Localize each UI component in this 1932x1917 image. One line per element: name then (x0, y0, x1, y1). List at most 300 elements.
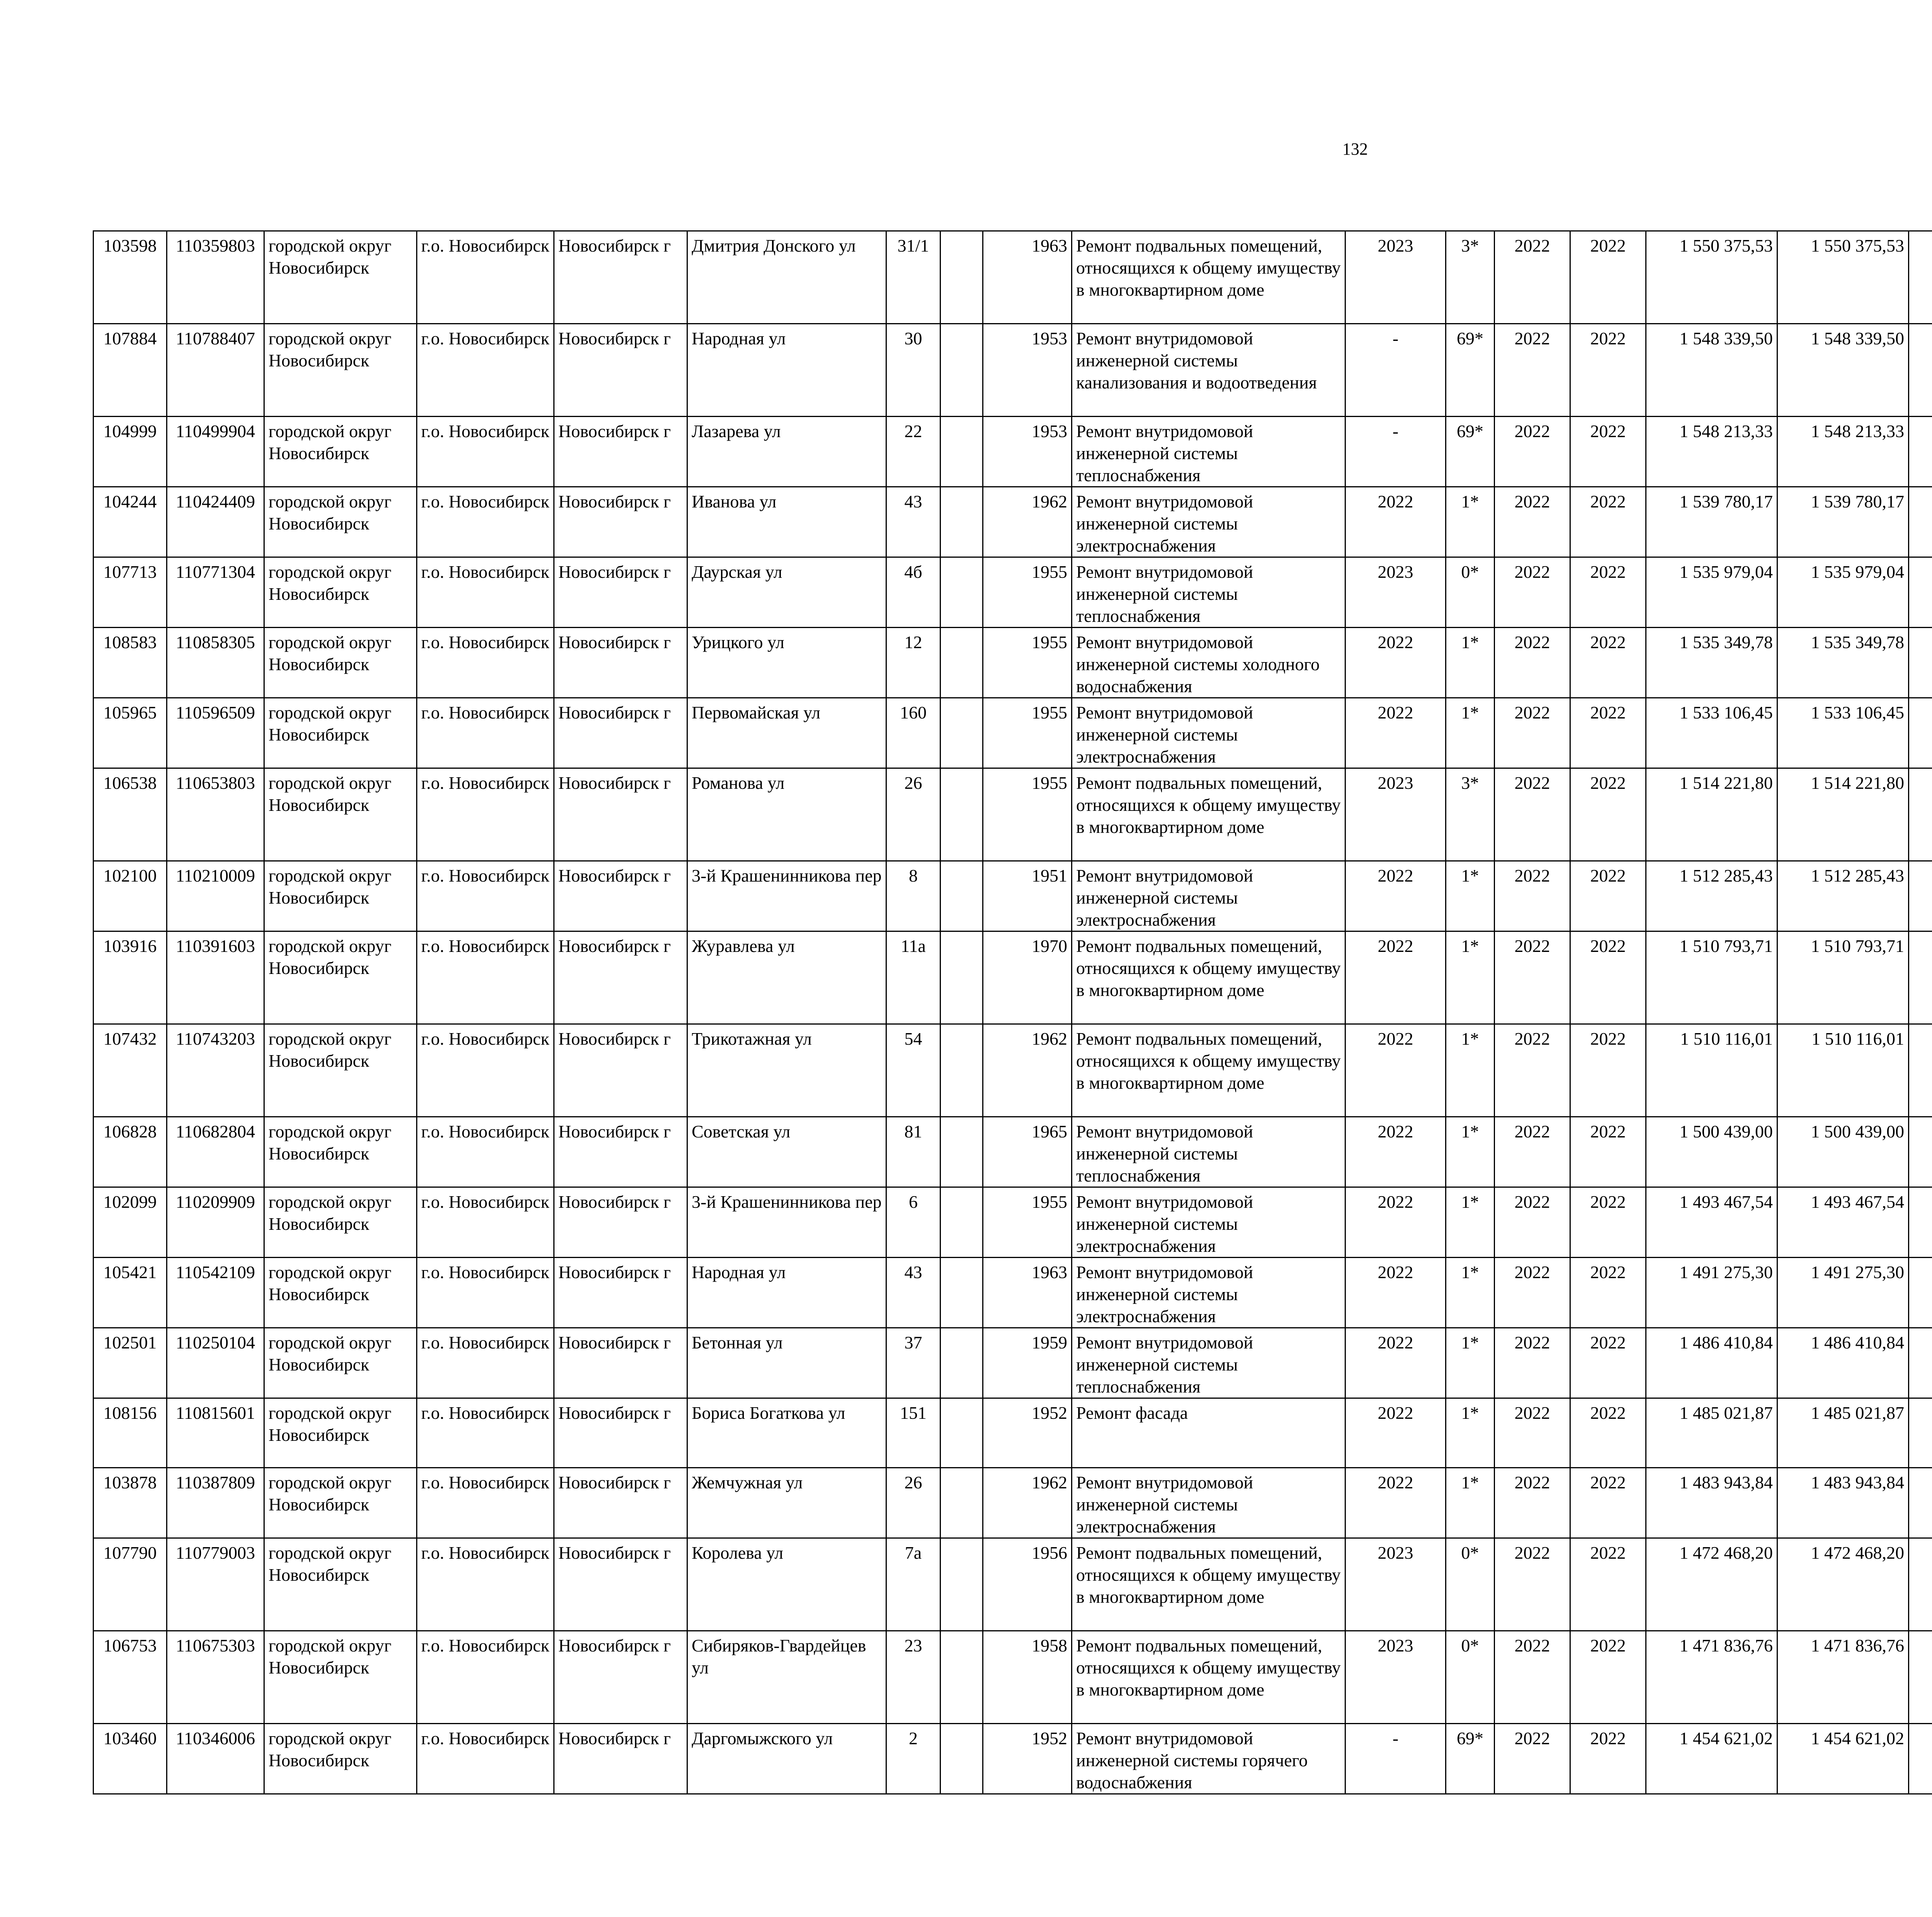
house-number-cell: 22 (886, 417, 940, 487)
municipality-cell: городской округ Новосибирск (264, 557, 417, 628)
settlement-type-cell: г.о. Новосибирск (417, 1024, 554, 1117)
plan-start-cell: 2022 (1495, 1117, 1570, 1187)
prev-year-cell: 2023 (1345, 1631, 1446, 1724)
year-built-cell: 1955 (983, 698, 1072, 768)
building-cell (940, 487, 983, 557)
cost-budget-1-cell (1909, 324, 1932, 417)
cost-total-cell: 1 493 467,54 (1646, 1187, 1777, 1258)
wear-cell: 1* (1446, 698, 1495, 768)
building-cell (940, 1187, 983, 1258)
year-built-cell: 1962 (983, 1024, 1072, 1117)
wear-cell: 1* (1446, 1258, 1495, 1328)
plan-start-cell: 2022 (1495, 1398, 1570, 1468)
cost-total-cell: 1 535 349,78 (1646, 628, 1777, 698)
building-cell (940, 1538, 983, 1631)
cost-budget-1-cell (1909, 1538, 1932, 1631)
table-row (94, 1398, 1932, 1468)
cost-budget-1-cell (1909, 1024, 1932, 1117)
street-cell: Иванова ул (687, 487, 886, 557)
wear-cell: 3* (1446, 231, 1495, 324)
cost-fund-cell: 1 471 836,76 (1777, 1631, 1909, 1724)
house-number-cell: 26 (886, 1468, 940, 1538)
prev-year-cell: 2022 (1345, 487, 1446, 557)
settlement-type-cell: г.о. Новосибирск (417, 487, 554, 557)
work-type-cell: Ремонт внутридомовой инженерной системы теплоснабжения (1072, 557, 1345, 628)
street-cell: 3-й Крашенинникова пер (687, 1187, 886, 1258)
table-row (94, 231, 1932, 324)
plan-end-cell: 2022 (1570, 324, 1646, 417)
house-number-cell: 37 (886, 1328, 940, 1398)
house-number-cell: 151 (886, 1398, 940, 1468)
wear-cell: 1* (1446, 1398, 1495, 1468)
table-row (94, 487, 1932, 557)
house-number-cell: 12 (886, 628, 940, 698)
house-number-cell: 30 (886, 324, 940, 417)
cost-fund-cell: 1 483 943,84 (1777, 1468, 1909, 1538)
plan-end-cell: 2022 (1570, 698, 1646, 768)
street-cell: Романова ул (687, 768, 886, 861)
year-built-cell: 1962 (983, 487, 1072, 557)
row-id-cell: 108156 (94, 1398, 167, 1468)
row-id-cell: 105965 (94, 698, 167, 768)
work-type-cell: Ремонт внутридомовой инженерной системы горячего водоснабжения (1072, 1724, 1345, 1794)
house-number-cell: 26 (886, 768, 940, 861)
street-cell: Даргомыжского ул (687, 1724, 886, 1794)
settlement-type-cell: г.о. Новосибирск (417, 1117, 554, 1187)
cost-budget-1-cell (1909, 1117, 1932, 1187)
cost-fund-cell: 1 539 780,17 (1777, 487, 1909, 557)
municipality-cell: городской округ Новосибирск (264, 768, 417, 861)
wear-cell: 0* (1446, 557, 1495, 628)
table-row (94, 698, 1932, 768)
street-cell: Бетонная ул (687, 1328, 886, 1398)
cost-fund-cell: 1 472 468,20 (1777, 1538, 1909, 1631)
street-cell: Советская ул (687, 1117, 886, 1187)
wear-cell: 1* (1446, 487, 1495, 557)
prev-year-cell: - (1345, 324, 1446, 417)
prev-year-cell: 2022 (1345, 931, 1446, 1024)
settlement-type-cell: г.о. Новосибирск (417, 861, 554, 931)
cost-total-cell: 1 471 836,76 (1646, 1631, 1777, 1724)
table-row (94, 1538, 1932, 1631)
plan-start-cell: 2022 (1495, 324, 1570, 417)
plan-start-cell: 2022 (1495, 1631, 1570, 1724)
municipality-cell: городской округ Новосибирск (264, 698, 417, 768)
table-row (94, 1631, 1932, 1724)
street-cell: Трикотажная ул (687, 1024, 886, 1117)
year-built-cell: 1955 (983, 768, 1072, 861)
house-number-cell: 4б (886, 557, 940, 628)
house-code-cell: 110653803 (167, 768, 264, 861)
city-cell: Новосибирск г (554, 861, 687, 931)
cost-budget-1-cell (1909, 417, 1932, 487)
city-cell: Новосибирск г (554, 931, 687, 1024)
cost-budget-1-cell (1909, 1631, 1932, 1724)
city-cell: Новосибирск г (554, 1398, 687, 1468)
municipality-cell: городской округ Новосибирск (264, 1468, 417, 1538)
table-row (94, 557, 1932, 628)
wear-cell: 3* (1446, 768, 1495, 861)
work-type-cell: Ремонт фасада (1072, 1398, 1345, 1468)
house-number-cell: 7а (886, 1538, 940, 1631)
cost-budget-1-cell (1909, 628, 1932, 698)
plan-start-cell: 2022 (1495, 1024, 1570, 1117)
year-built-cell: 1955 (983, 557, 1072, 628)
prev-year-cell: 2022 (1345, 1187, 1446, 1258)
row-id-cell: 103598 (94, 231, 167, 324)
work-type-cell: Ремонт внутридомовой инженерной системы электроснабжения (1072, 1187, 1345, 1258)
city-cell: Новосибирск г (554, 417, 687, 487)
house-code-cell: 110250104 (167, 1328, 264, 1398)
house-code-cell: 110210009 (167, 861, 264, 931)
table-row (94, 417, 1932, 487)
municipality-cell: городской округ Новосибирск (264, 1631, 417, 1724)
municipality-cell: городской округ Новосибирск (264, 417, 417, 487)
plan-end-cell: 2022 (1570, 1328, 1646, 1398)
settlement-type-cell: г.о. Новосибирск (417, 698, 554, 768)
city-cell: Новосибирск г (554, 1468, 687, 1538)
row-id-cell: 102100 (94, 861, 167, 931)
plan-start-cell: 2022 (1495, 1538, 1570, 1631)
city-cell: Новосибирск г (554, 1187, 687, 1258)
page-number: 132 (1342, 140, 1368, 158)
building-cell (940, 231, 983, 324)
cost-fund-cell: 1 533 106,45 (1777, 698, 1909, 768)
year-built-cell: 1952 (983, 1398, 1072, 1468)
plan-start-cell: 2022 (1495, 768, 1570, 861)
city-cell: Новосибирск г (554, 1724, 687, 1794)
building-cell (940, 698, 983, 768)
cost-total-cell: 1 472 468,20 (1646, 1538, 1777, 1631)
row-id-cell: 107884 (94, 324, 167, 417)
settlement-type-cell: г.о. Новосибирск (417, 931, 554, 1024)
cost-total-cell: 1 548 339,50 (1646, 324, 1777, 417)
city-cell: Новосибирск г (554, 1328, 687, 1398)
building-cell (940, 324, 983, 417)
street-cell: Даурская ул (687, 557, 886, 628)
year-built-cell: 1965 (983, 1117, 1072, 1187)
cost-fund-cell: 1 548 213,33 (1777, 417, 1909, 487)
municipality-cell: городской округ Новосибирск (264, 487, 417, 557)
row-id-cell: 103878 (94, 1468, 167, 1538)
work-type-cell: Ремонт внутридомовой инженерной системы теплоснабжения (1072, 1328, 1345, 1398)
cost-fund-cell: 1 493 467,54 (1777, 1187, 1909, 1258)
prev-year-cell: 2023 (1345, 231, 1446, 324)
prev-year-cell: 2022 (1345, 1468, 1446, 1538)
municipality-cell: городской округ Новосибирск (264, 1724, 417, 1794)
house-code-cell: 110209909 (167, 1187, 264, 1258)
table-row (94, 931, 1932, 1024)
cost-budget-1-cell (1909, 1328, 1932, 1398)
cost-budget-1-cell (1909, 768, 1932, 861)
wear-cell: 0* (1446, 1538, 1495, 1631)
work-type-cell: Ремонт подвальных помещений, относящихся к общему имуществу в многоквартирном доме (1072, 768, 1345, 861)
settlement-type-cell: г.о. Новосибирск (417, 1631, 554, 1724)
plan-start-cell: 2022 (1495, 931, 1570, 1024)
settlement-type-cell: г.о. Новосибирск (417, 231, 554, 324)
table-row (94, 768, 1932, 861)
cost-fund-cell: 1 548 339,50 (1777, 324, 1909, 417)
house-number-cell: 6 (886, 1187, 940, 1258)
plan-start-cell: 2022 (1495, 861, 1570, 931)
city-cell: Новосибирск г (554, 1258, 687, 1328)
row-id-cell: 102501 (94, 1328, 167, 1398)
building-cell (940, 417, 983, 487)
settlement-type-cell: г.о. Новосибирск (417, 1468, 554, 1538)
cost-budget-1-cell (1909, 231, 1932, 324)
table-row (94, 1187, 1932, 1258)
settlement-type-cell: г.о. Новосибирск (417, 628, 554, 698)
prev-year-cell: 2022 (1345, 861, 1446, 931)
prev-year-cell: 2022 (1345, 1024, 1446, 1117)
plan-end-cell: 2022 (1570, 487, 1646, 557)
cost-total-cell: 1 500 439,00 (1646, 1117, 1777, 1187)
cost-budget-1-cell (1909, 1187, 1932, 1258)
wear-cell: 1* (1446, 628, 1495, 698)
prev-year-cell: 2022 (1345, 1258, 1446, 1328)
settlement-type-cell: г.о. Новосибирск (417, 1258, 554, 1328)
work-type-cell: Ремонт подвальных помещений, относящихся к общему имуществу в многоквартирном доме (1072, 1024, 1345, 1117)
cost-total-cell: 1 491 275,30 (1646, 1258, 1777, 1328)
year-built-cell: 1955 (983, 628, 1072, 698)
municipality-cell: городской округ Новосибирск (264, 861, 417, 931)
plan-end-cell: 2022 (1570, 1538, 1646, 1631)
city-cell: Новосибирск г (554, 698, 687, 768)
cost-fund-cell: 1 535 979,04 (1777, 557, 1909, 628)
house-code-cell: 110542109 (167, 1258, 264, 1328)
prev-year-cell: - (1345, 417, 1446, 487)
wear-cell: 69* (1446, 1724, 1495, 1794)
house-number-cell: 43 (886, 1258, 940, 1328)
city-cell: Новосибирск г (554, 557, 687, 628)
plan-end-cell: 2022 (1570, 628, 1646, 698)
cost-fund-cell: 1 510 116,01 (1777, 1024, 1909, 1117)
wear-cell: 0* (1446, 1631, 1495, 1724)
municipality-cell: городской округ Новосибирск (264, 1258, 417, 1328)
plan-end-cell: 2022 (1570, 1258, 1646, 1328)
city-cell: Новосибирск г (554, 1538, 687, 1631)
municipality-cell: городской округ Новосибирск (264, 1538, 417, 1631)
building-cell (940, 931, 983, 1024)
house-code-cell: 110815601 (167, 1398, 264, 1468)
table-row (94, 1024, 1932, 1117)
plan-start-cell: 2022 (1495, 1328, 1570, 1398)
settlement-type-cell: г.о. Новосибирск (417, 557, 554, 628)
street-cell: Урицкого ул (687, 628, 886, 698)
work-type-cell: Ремонт внутридомовой инженерной системы теплоснабжения (1072, 1117, 1345, 1187)
cost-total-cell: 1 510 116,01 (1646, 1024, 1777, 1117)
street-cell: Народная ул (687, 1258, 886, 1328)
street-cell: 3-й Крашенинникова пер (687, 861, 886, 931)
plan-start-cell: 2022 (1495, 557, 1570, 628)
city-cell: Новосибирск г (554, 1024, 687, 1117)
year-built-cell: 1963 (983, 231, 1072, 324)
work-type-cell: Ремонт подвальных помещений, относящихся к общему имуществу в многоквартирном доме (1072, 231, 1345, 324)
municipality-cell: городской округ Новосибирск (264, 1328, 417, 1398)
work-type-cell: Ремонт внутридомовой инженерной системы электроснабжения (1072, 698, 1345, 768)
city-cell: Новосибирск г (554, 768, 687, 861)
row-id-cell: 106538 (94, 768, 167, 861)
cost-fund-cell: 1 535 349,78 (1777, 628, 1909, 698)
table-row (94, 1258, 1932, 1328)
house-number-cell: 43 (886, 487, 940, 557)
year-built-cell: 1970 (983, 931, 1072, 1024)
cost-total-cell: 1 535 979,04 (1646, 557, 1777, 628)
work-type-cell: Ремонт подвальных помещений, относящихся к общему имуществу в многоквартирном доме (1072, 1538, 1345, 1631)
plan-start-cell: 2022 (1495, 231, 1570, 324)
wear-cell: 1* (1446, 1468, 1495, 1538)
prev-year-cell: 2022 (1345, 698, 1446, 768)
year-built-cell: 1953 (983, 324, 1072, 417)
cost-fund-cell: 1 550 375,53 (1777, 231, 1909, 324)
settlement-type-cell: г.о. Новосибирск (417, 1538, 554, 1631)
row-id-cell: 103460 (94, 1724, 167, 1794)
cost-total-cell: 1 550 375,53 (1646, 231, 1777, 324)
prev-year-cell: 2022 (1345, 628, 1446, 698)
plan-end-cell: 2022 (1570, 231, 1646, 324)
row-id-cell: 105421 (94, 1258, 167, 1328)
house-code-cell: 110788407 (167, 324, 264, 417)
row-id-cell: 107432 (94, 1024, 167, 1117)
building-cell (940, 1468, 983, 1538)
settlement-type-cell: г.о. Новосибирск (417, 324, 554, 417)
settlement-type-cell: г.о. Новосибирск (417, 1187, 554, 1258)
house-code-cell: 110424409 (167, 487, 264, 557)
house-code-cell: 110779003 (167, 1538, 264, 1631)
wear-cell: 1* (1446, 931, 1495, 1024)
settlement-type-cell: г.о. Новосибирск (417, 1724, 554, 1794)
row-id-cell: 107790 (94, 1538, 167, 1631)
plan-end-cell: 2022 (1570, 557, 1646, 628)
street-cell: Жемчужная ул (687, 1468, 886, 1538)
work-type-cell: Ремонт внутридомовой инженерной системы электроснабжения (1072, 487, 1345, 557)
cost-total-cell: 1 514 221,80 (1646, 768, 1777, 861)
prev-year-cell: 2022 (1345, 1117, 1446, 1187)
cost-fund-cell: 1 485 021,87 (1777, 1398, 1909, 1468)
house-code-cell: 110743203 (167, 1024, 264, 1117)
year-built-cell: 1951 (983, 861, 1072, 931)
house-code-cell: 110499904 (167, 417, 264, 487)
wear-cell: 1* (1446, 861, 1495, 931)
cost-fund-cell: 1 512 285,43 (1777, 861, 1909, 931)
plan-start-cell: 2022 (1495, 628, 1570, 698)
cost-total-cell: 1 512 285,43 (1646, 861, 1777, 931)
cost-budget-1-cell (1909, 487, 1932, 557)
house-number-cell: 54 (886, 1024, 940, 1117)
cost-total-cell: 1 483 943,84 (1646, 1468, 1777, 1538)
work-type-cell: Ремонт внутридомовой инженерной системы электроснабжения (1072, 1468, 1345, 1538)
wear-cell: 69* (1446, 417, 1495, 487)
year-built-cell: 1959 (983, 1328, 1072, 1398)
cost-total-cell: 1 539 780,17 (1646, 487, 1777, 557)
cost-budget-1-cell (1909, 1258, 1932, 1328)
street-cell: Журавлева ул (687, 931, 886, 1024)
plan-end-cell: 2022 (1570, 768, 1646, 861)
settlement-type-cell: г.о. Новосибирск (417, 417, 554, 487)
building-cell (940, 1631, 983, 1724)
street-cell: Сибиряков-Гвардейцев ул (687, 1631, 886, 1724)
house-number-cell: 11а (886, 931, 940, 1024)
plan-end-cell: 2022 (1570, 1724, 1646, 1794)
plan-end-cell: 2022 (1570, 1631, 1646, 1724)
plan-end-cell: 2022 (1570, 1024, 1646, 1117)
year-built-cell: 1955 (983, 1187, 1072, 1258)
street-cell: Первомайская ул (687, 698, 886, 768)
plan-end-cell: 2022 (1570, 417, 1646, 487)
prev-year-cell: 2022 (1345, 1398, 1446, 1468)
table-row (94, 628, 1932, 698)
row-id-cell: 104244 (94, 487, 167, 557)
street-cell: Лазарева ул (687, 417, 886, 487)
cost-budget-1-cell (1909, 861, 1932, 931)
repair-register-table (93, 230, 1932, 1794)
wear-cell: 1* (1446, 1187, 1495, 1258)
row-id-cell: 103916 (94, 931, 167, 1024)
prev-year-cell: 2023 (1345, 557, 1446, 628)
house-code-cell: 110391603 (167, 931, 264, 1024)
plan-end-cell: 2022 (1570, 931, 1646, 1024)
municipality-cell: городской округ Новосибирск (264, 324, 417, 417)
cost-budget-1-cell (1909, 698, 1932, 768)
settlement-type-cell: г.о. Новосибирск (417, 1398, 554, 1468)
cost-budget-1-cell (1909, 1724, 1932, 1794)
building-cell (940, 557, 983, 628)
municipality-cell: городской округ Новосибирск (264, 1117, 417, 1187)
prev-year-cell: 2023 (1345, 1538, 1446, 1631)
plan-start-cell: 2022 (1495, 1258, 1570, 1328)
building-cell (940, 861, 983, 931)
work-type-cell: Ремонт внутридомовой инженерной системы электроснабжения (1072, 861, 1345, 931)
house-code-cell: 110359803 (167, 231, 264, 324)
settlement-type-cell: г.о. Новосибирск (417, 1328, 554, 1398)
cost-budget-1-cell (1909, 931, 1932, 1024)
building-cell (940, 628, 983, 698)
cost-total-cell: 1 454 621,02 (1646, 1724, 1777, 1794)
plan-end-cell: 2022 (1570, 1117, 1646, 1187)
year-built-cell: 1963 (983, 1258, 1072, 1328)
house-code-cell: 110346006 (167, 1724, 264, 1794)
city-cell: Новосибирск г (554, 487, 687, 557)
year-built-cell: 1958 (983, 1631, 1072, 1724)
house-code-cell: 110675303 (167, 1631, 264, 1724)
prev-year-cell: 2022 (1345, 1328, 1446, 1398)
cost-total-cell: 1 510 793,71 (1646, 931, 1777, 1024)
city-cell: Новосибирск г (554, 628, 687, 698)
house-number-cell: 81 (886, 1117, 940, 1187)
house-code-cell: 110596509 (167, 698, 264, 768)
settlement-type-cell: г.о. Новосибирск (417, 768, 554, 861)
plan-end-cell: 2022 (1570, 1187, 1646, 1258)
city-cell: Новосибирск г (554, 231, 687, 324)
building-cell (940, 1398, 983, 1468)
house-number-cell: 2 (886, 1724, 940, 1794)
house-number-cell: 23 (886, 1631, 940, 1724)
plan-start-cell: 2022 (1495, 487, 1570, 557)
city-cell: Новосибирск г (554, 324, 687, 417)
cost-total-cell: 1 533 106,45 (1646, 698, 1777, 768)
table-row (94, 1328, 1932, 1398)
year-built-cell: 1952 (983, 1724, 1072, 1794)
municipality-cell: городской округ Новосибирск (264, 1024, 417, 1117)
plan-start-cell: 2022 (1495, 1724, 1570, 1794)
building-cell (940, 1724, 983, 1794)
building-cell (940, 1258, 983, 1328)
plan-end-cell: 2022 (1570, 1398, 1646, 1468)
plan-end-cell: 2022 (1570, 1468, 1646, 1538)
cost-fund-cell: 1 491 275,30 (1777, 1258, 1909, 1328)
street-cell: Дмитрия Донского ул (687, 231, 886, 324)
table-row (94, 1724, 1932, 1794)
